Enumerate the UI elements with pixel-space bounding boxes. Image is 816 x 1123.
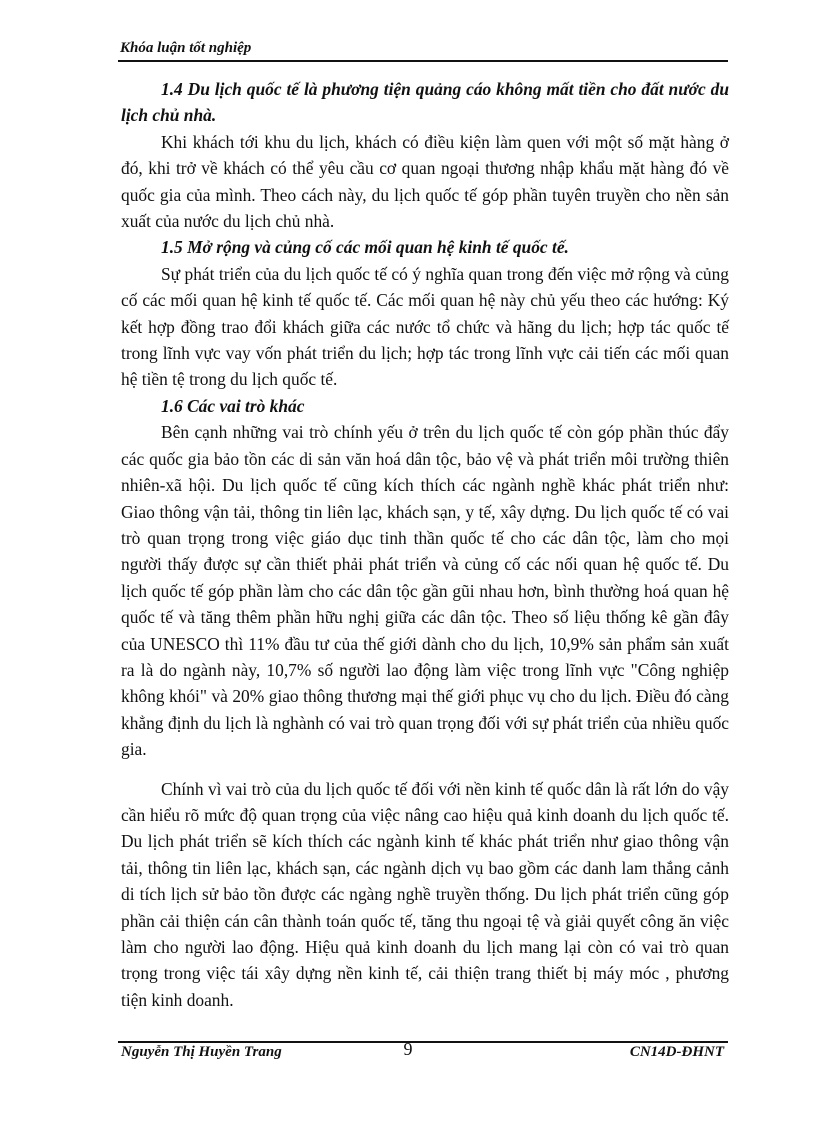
- section-paragraph-1-5: Sự phát triển của du lịch quốc tế có ý nghĩa quan trong đến việc mở rộng và củng cố các mối quan hệ kinh tế quốc tế. Các mối quan hệ này chủ yếu theo các hướng: Ký kết hợp đồng trao đổi khách giữa các nước tổ chức và hãng du lịch; hợp tác quốc tế trong lĩnh vực vay vốn phát triển du lịch; hợp tác trong lĩnh vực cải tiến các mối quan hệ tiền tệ trong du lịch quốc tế.: [121, 263, 729, 390]
- section-heading-1-6: 1.6 Các vai trò khác: [161, 395, 305, 416]
- page-number: 9: [403, 1039, 413, 1059]
- section-heading-1-5: 1.5 Mở rộng và củng cố các mối quan hệ kinh tế quốc tế.: [161, 237, 569, 258]
- section-heading-1-4: 1.4 Du lịch quốc tế là phương tiện quảng cáo không mất tiền cho đất nước du lịch chủ nhà.: [121, 79, 729, 126]
- section-paragraph-1-4: Khi khách tới khu du lịch, khách có điều kiện làm quen với một số mặt hàng ở đó, khi trở về khách có thể yêu cầu cơ quan ngoại thương nhập khẩu mặt hàng đó về quốc gia của mình. Theo cách này, du lịch quốc tế góp phần tuyên truyền cho nền sản xuất của nước du lịch chủ nhà.: [121, 131, 729, 232]
- header-divider: [118, 60, 728, 62]
- footer-author: Nguyễn Thị Huyền Trang: [121, 1044, 282, 1060]
- header-title: Khóa luận tốt nghiệp: [120, 40, 252, 56]
- footer-class-code: CN14D-ĐHNT: [629, 1044, 724, 1060]
- page-body: [121, 76, 729, 1013]
- section-paragraph-1-6: Bên cạnh những vai trò chính yếu ở trên du lịch quốc tế còn góp phần thúc đẩy các quốc gia bảo tồn các di sản văn hoá dân tộc, bảo vệ và phát triển môi trường thiên nhiên-xã hội. Du lịch quốc tế cũng kích thích các ngành nghề khác phát triển như: Giao thông vận tải, thông tin liên lạc, khách sạn, y tế, xây dựng. Du lịch quốc tế có vai trò quan trọng trong việc giáo dục tinh thần quốc tế cho các dân tộc, làm cho mọi người thấy được sự cần thiết phải phát triển và củng cố các nối quan hệ quốc tế. Du lịch quốc tế góp phần làm cho các dân tộc gần gũi nhau hơn, bình thường hoá quan hệ quốc tế và tăng thêm phần hữu nghị giữa các dân tộc. Theo số liệu thống kê gần đây của UNESCO thì 11% đầu tư của thế giới dành cho du lịch, 10,9% sản phẩm sản xuất ra là do ngành này, 10,7% số người lao động làm việc trong lĩnh vực "Công nghiệp không khói" và 20% giao thông thương mại thế giới phục vụ cho du lịch. Điều đó càng khẳng định du lịch là nghành có vai trò quan trọng đối với sự phát triển của nhiều quốc gia.: [121, 422, 729, 760]
- closing-paragraph: Chính vì vai trò của du lịch quốc tế đối với nền kinh tế quốc dân là rất lớn do vậy cần hiểu rõ mức độ quan trọng của việc nâng cao hiệu quả kinh doanh du lịch quốc tế. Du lịch phát triển sẽ kích thích các ngành kinh tế khác phát triển như giao thông vận tải, thông tin liên lạc, khách sạn, các ngành dịch vụ bao gồm các danh lam thắng cảnh di tích lịch sử bảo tồn được các ngàng nghề truyền thống. Du lịch phát triển cũng góp phần cải thiện cán cân thành toán quốc tế, tăng thu ngoại tệ và giải quyết công ăn việc làm cho người lao động. Hiệu quả kinh doanh du lịch mang lại còn có vai trò quan trọng trong việc tái xây dựng nền kinh tế, cải thiện trang thiết bị máy móc , phương tiện kinh doanh.: [121, 778, 729, 1010]
